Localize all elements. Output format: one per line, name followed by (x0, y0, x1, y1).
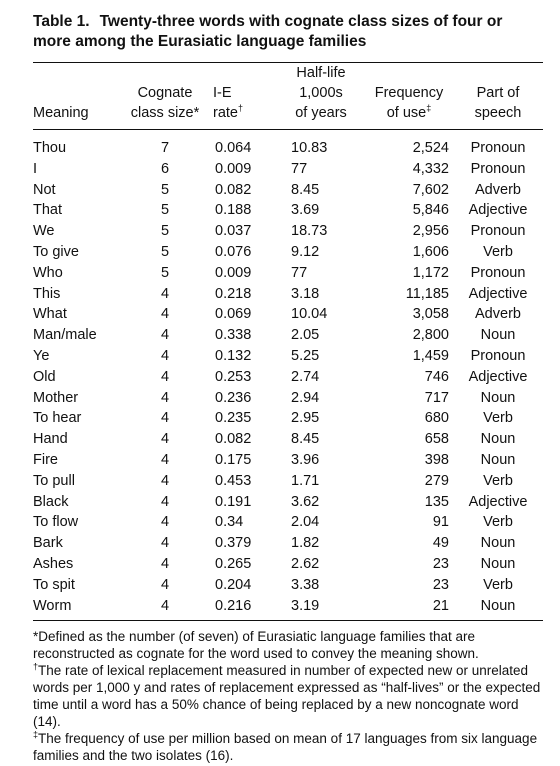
cell-ie-rate: 0.175 (215, 451, 252, 468)
cell-half-life: 2.94 (291, 389, 320, 406)
cell-frequency: 7,602 (412, 181, 449, 198)
cell-half-life: 2.05 (291, 327, 320, 344)
cell-part-of-speech: Pronoun (470, 223, 526, 240)
cell-half-life: 3.96 (291, 451, 320, 468)
table-row (33, 429, 547, 450)
table-row (33, 304, 547, 325)
cell-cognate-class-size: 4 (160, 451, 170, 468)
cell-half-life: 18.73 (291, 223, 328, 240)
cell-half-life: 2.95 (291, 410, 320, 427)
cell-half-life: 3.69 (291, 202, 320, 219)
cell-meaning: Fire (33, 451, 58, 468)
table-row (33, 533, 547, 554)
cell-ie-rate: 0.037 (215, 223, 252, 240)
cell-ie-rate: 0.218 (215, 285, 252, 302)
cell-half-life: 1.71 (291, 472, 320, 489)
cell-part-of-speech: Noun (480, 451, 516, 468)
cell-ie-rate: 0.265 (215, 555, 252, 572)
cell-frequency: 1,172 (412, 264, 449, 281)
cell-part-of-speech: Adjective (468, 493, 528, 510)
cell-meaning: To spit (33, 576, 75, 593)
table-row (33, 200, 547, 221)
cell-frequency: 717 (424, 389, 449, 406)
table-figure (33, 0, 543, 764)
table-row (33, 346, 547, 367)
cell-cognate-class-size: 4 (160, 472, 170, 489)
cell-ie-rate: 0.379 (215, 535, 252, 552)
cell-half-life: 8.45 (291, 431, 320, 448)
cell-meaning: I (33, 160, 38, 177)
cell-meaning: Ye (33, 347, 50, 364)
cell-meaning: Man/male (33, 327, 97, 344)
cell-cognate-class-size: 6 (160, 160, 170, 177)
cell-cognate-class-size: 4 (160, 493, 170, 510)
cell-frequency: 3,058 (412, 306, 449, 323)
cell-frequency: 658 (424, 431, 449, 448)
cell-meaning: Not (33, 181, 56, 198)
cell-frequency: 2,800 (412, 327, 449, 344)
cell-part-of-speech: Pronoun (470, 347, 526, 364)
cell-cognate-class-size: 5 (160, 202, 170, 219)
cell-half-life: 3.62 (291, 493, 320, 510)
cell-ie-rate: 0.191 (215, 493, 252, 510)
cell-frequency: 23 (432, 576, 449, 593)
cell-part-of-speech: Verb (483, 472, 513, 489)
cell-frequency: 23 (432, 555, 449, 572)
cell-part-of-speech: Noun (480, 389, 516, 406)
cell-frequency: 49 (432, 535, 449, 552)
table-row (33, 284, 547, 305)
cell-cognate-class-size: 4 (160, 368, 170, 385)
cell-meaning: Bark (33, 535, 63, 552)
cell-meaning: We (33, 223, 55, 240)
table-row (33, 242, 547, 263)
cell-part-of-speech: Noun (480, 431, 516, 448)
table-row (33, 388, 547, 409)
cell-half-life: 10.04 (291, 306, 328, 323)
table-caption (33, 12, 543, 52)
cell-part-of-speech: Verb (483, 410, 513, 427)
cell-part-of-speech: Adverb (475, 181, 521, 198)
cell-frequency: 135 (424, 493, 449, 510)
cell-part-of-speech: Adjective (468, 285, 528, 302)
cell-ie-rate: 0.082 (215, 431, 252, 448)
cell-cognate-class-size: 5 (160, 243, 170, 260)
table-label: Table 1. (33, 13, 90, 30)
cell-frequency: 746 (424, 368, 449, 385)
cell-part-of-speech: Noun (480, 597, 516, 614)
cell-cognate-class-size: 5 (160, 264, 170, 281)
cell-half-life: 1.82 (291, 535, 320, 552)
cell-part-of-speech: Pronoun (470, 264, 526, 281)
cell-cognate-class-size: 4 (160, 535, 170, 552)
cell-meaning: To flow (33, 514, 79, 531)
cell-part-of-speech: Verb (483, 514, 513, 531)
cell-ie-rate: 0.253 (215, 368, 252, 385)
cell-ie-rate: 0.204 (215, 576, 252, 593)
cell-ie-rate: 0.009 (215, 160, 252, 177)
footnotes (33, 628, 543, 764)
table-header (33, 63, 547, 130)
footnote-dagger: †The rate of lexical replacement measured in number of expected new or unrelated words per 1,000 y and rates of replacement expressed as “half-lives” or the expected time until a word has a 50% chance of being replaced by a new noncognate word (14). (33, 661, 541, 730)
cell-frequency: 5,846 (412, 202, 449, 219)
cell-frequency: 4,332 (412, 160, 449, 177)
cell-ie-rate: 0.236 (215, 389, 252, 406)
table-row (33, 180, 547, 201)
cell-cognate-class-size: 7 (160, 140, 170, 156)
cell-ie-rate: 0.235 (215, 410, 252, 427)
cell-meaning: To hear (33, 410, 82, 427)
cell-meaning: To give (33, 243, 79, 260)
cell-half-life: 2.62 (291, 555, 320, 572)
header-ie-rate: I-E rate† (213, 85, 244, 121)
cell-frequency: 2,956 (412, 223, 449, 240)
cell-meaning: Old (33, 368, 56, 385)
table-row (33, 492, 547, 513)
cell-half-life: 2.74 (291, 368, 320, 385)
cell-half-life: 2.04 (291, 514, 320, 531)
footnote-asterisk: *Defined as the number (of seven) of Eurasiatic language families that are reconstructed as cognate for the word used to convey the meaning shown. (33, 629, 479, 662)
header-half-life: Half-life 1,000s of years (295, 65, 347, 121)
table-row (33, 554, 547, 575)
cell-part-of-speech: Pronoun (470, 160, 526, 177)
table-row (33, 408, 547, 429)
cell-ie-rate: 0.009 (215, 264, 252, 281)
cell-cognate-class-size: 4 (160, 514, 170, 531)
cell-meaning: That (33, 202, 63, 219)
cell-part-of-speech: Adjective (468, 368, 528, 385)
cell-meaning: Who (33, 264, 63, 281)
cell-half-life: 8.45 (291, 181, 320, 198)
table-row (33, 221, 547, 242)
cell-cognate-class-size: 4 (160, 597, 170, 614)
cell-meaning: To pull (33, 472, 75, 489)
caption-line-1: Twenty-three words with cognate class sizes of four or (99, 13, 503, 30)
table-row (33, 575, 547, 596)
table-row (33, 263, 547, 284)
cell-ie-rate: 0.082 (215, 181, 252, 198)
table-row (33, 512, 547, 533)
table-body (33, 130, 547, 616)
cell-frequency: 1,606 (412, 243, 449, 260)
cell-ie-rate: 0.453 (215, 472, 252, 489)
bottom-rule (33, 620, 543, 621)
table-row (33, 471, 547, 492)
cell-cognate-class-size: 4 (160, 389, 170, 406)
cell-part-of-speech: Verb (483, 576, 513, 593)
cell-frequency: 680 (424, 410, 449, 427)
cell-half-life: 5.25 (291, 347, 320, 364)
cell-half-life: 3.19 (291, 597, 320, 614)
cell-meaning: What (33, 306, 67, 323)
cell-part-of-speech: Noun (480, 555, 516, 572)
table-row (33, 367, 547, 388)
cell-frequency: 11,185 (405, 285, 449, 302)
cell-meaning: Ashes (33, 555, 74, 572)
table-row (33, 596, 547, 617)
cell-cognate-class-size: 4 (160, 347, 170, 364)
table-row (33, 325, 547, 346)
cell-meaning: Worm (33, 597, 72, 614)
header-part-of-speech: Part of speech (474, 85, 522, 121)
cell-frequency: 398 (424, 451, 449, 468)
table-row (33, 450, 547, 471)
cell-half-life: 10.83 (291, 140, 328, 156)
cell-cognate-class-size: 4 (160, 431, 170, 448)
cell-part-of-speech: Adjective (468, 202, 528, 219)
cell-part-of-speech: Noun (480, 327, 516, 344)
cell-frequency: 2,524 (412, 140, 449, 156)
cell-cognate-class-size: 4 (160, 285, 170, 302)
cell-ie-rate: 0.069 (215, 306, 252, 323)
cell-ie-rate: 0.076 (215, 243, 252, 260)
cell-cognate-class-size: 5 (160, 223, 170, 240)
cognate-table (33, 63, 547, 616)
cell-cognate-class-size: 4 (160, 410, 170, 427)
cell-half-life: 77 (291, 264, 308, 281)
table-row (33, 159, 547, 180)
cell-meaning: Hand (33, 431, 68, 448)
cell-part-of-speech: Verb (483, 243, 513, 260)
cell-meaning: Black (33, 493, 69, 510)
cell-part-of-speech: Pronoun (470, 140, 526, 156)
header-frequency: Frequency of use‡ (374, 85, 444, 121)
cell-ie-rate: 0.188 (215, 202, 252, 219)
header-cognate-class-size: Cognate class size* (130, 85, 200, 121)
cell-half-life: 77 (291, 160, 308, 177)
cell-part-of-speech: Adverb (475, 306, 521, 323)
footnote-double-dagger: ‡The frequency of use per million based on mean of 17 languages from six language families and the two isolates (16). (33, 729, 538, 764)
cell-ie-rate: 0.064 (215, 140, 252, 156)
caption-line-2: more among the Eurasiatic language families (33, 33, 367, 50)
cell-meaning: Mother (33, 389, 79, 406)
table-row (33, 130, 547, 159)
cell-frequency: 21 (432, 597, 449, 614)
cell-ie-rate: 0.216 (215, 597, 252, 614)
cell-frequency: 91 (432, 514, 449, 531)
cell-ie-rate: 0.338 (215, 327, 252, 344)
cell-frequency: 279 (424, 472, 449, 489)
cell-half-life: 3.38 (291, 576, 320, 593)
cell-half-life: 9.12 (291, 243, 320, 260)
header-meaning: Meaning (33, 105, 89, 121)
cell-cognate-class-size: 4 (160, 327, 170, 344)
cell-meaning: Thou (33, 140, 67, 156)
cell-cognate-class-size: 4 (160, 306, 170, 323)
cell-cognate-class-size: 4 (160, 555, 170, 572)
cell-ie-rate: 0.34 (215, 514, 244, 531)
cell-cognate-class-size: 5 (160, 181, 170, 198)
cell-ie-rate: 0.132 (215, 347, 252, 364)
cell-cognate-class-size: 4 (160, 576, 170, 593)
cell-meaning: This (33, 285, 61, 302)
cell-frequency: 1,459 (412, 347, 449, 364)
cell-half-life: 3.18 (291, 285, 320, 302)
cell-part-of-speech: Noun (480, 535, 516, 552)
